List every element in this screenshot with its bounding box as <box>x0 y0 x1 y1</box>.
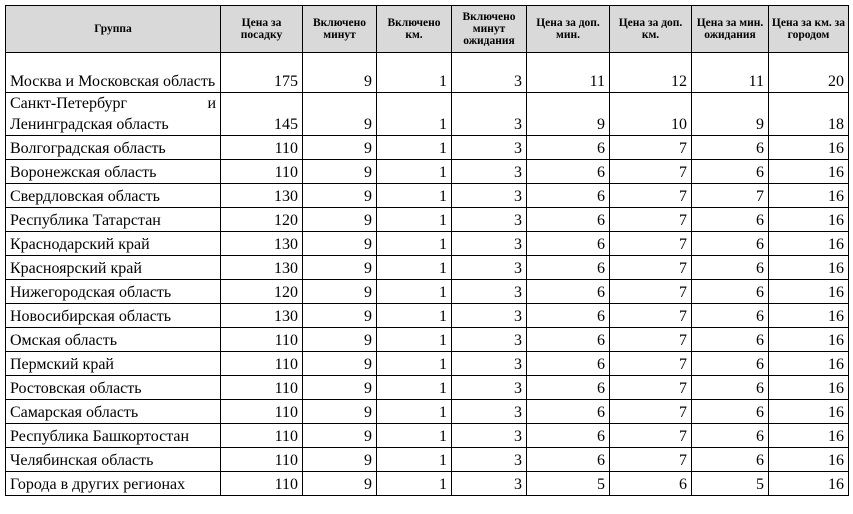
extra-km-price-cell: 7 <box>610 280 692 304</box>
group-name-cell: Самарская область <box>6 400 221 424</box>
group-name-cell: Челябинская область <box>6 448 221 472</box>
extra-minute-price-cell: 6 <box>527 184 610 208</box>
out-of-town-km-price-cell: 16 <box>769 376 849 400</box>
extra-minute-price-cell: 6 <box>527 304 610 328</box>
table-row <box>6 232 849 256</box>
table-row <box>6 448 849 472</box>
wait-minute-price-cell: 6 <box>692 208 769 232</box>
boarding-price-cell: 130 <box>221 184 303 208</box>
wait-minute-price-cell: 7 <box>692 184 769 208</box>
included-minutes-cell: 9 <box>303 328 377 352</box>
table-row <box>6 184 849 208</box>
included-wait-minutes-cell: 3 <box>452 280 527 304</box>
table-row <box>6 304 849 328</box>
boarding-price-cell: 110 <box>221 472 303 496</box>
included-km-cell: 1 <box>377 160 452 184</box>
boarding-price-cell: 145 <box>221 93 303 136</box>
included-km-cell: 1 <box>377 232 452 256</box>
extra-minute-price-cell: 6 <box>527 232 610 256</box>
table-row <box>6 53 849 93</box>
table-row <box>6 424 849 448</box>
included-wait-minutes-cell: 3 <box>452 256 527 280</box>
out-of-town-km-price-cell: 16 <box>769 208 849 232</box>
included-minutes-cell: 9 <box>303 472 377 496</box>
included-km-cell: 1 <box>377 472 452 496</box>
out-of-town-km-price-cell: 16 <box>769 256 849 280</box>
included-km-cell: 1 <box>377 93 452 136</box>
extra-km-price-cell: 7 <box>610 304 692 328</box>
wait-minute-price-cell: 9 <box>692 93 769 136</box>
included-km-cell: 1 <box>377 256 452 280</box>
included-minutes-cell: 9 <box>303 448 377 472</box>
wait-minute-price-cell: 6 <box>692 280 769 304</box>
wait-minute-price-cell: 5 <box>692 472 769 496</box>
wait-minute-price-cell: 6 <box>692 304 769 328</box>
included-km-cell: 1 <box>377 424 452 448</box>
included-minutes-cell: 9 <box>303 376 377 400</box>
wait-minute-price-cell: 6 <box>692 448 769 472</box>
included-km-cell: 1 <box>377 400 452 424</box>
table-row <box>6 136 849 160</box>
out-of-town-km-price-cell: 20 <box>769 53 849 93</box>
extra-km-price-cell: 7 <box>610 184 692 208</box>
included-minutes-cell: 9 <box>303 256 377 280</box>
wait-minute-price-cell: 6 <box>692 400 769 424</box>
included-wait-minutes-cell: 3 <box>452 304 527 328</box>
boarding-price-cell: 130 <box>221 232 303 256</box>
out-of-town-km-price-cell: 16 <box>769 448 849 472</box>
out-of-town-km-price-cell: 16 <box>769 400 849 424</box>
included-wait-minutes-cell: 3 <box>452 376 527 400</box>
column-header-extra-km-price: Цена за доп. км. <box>610 6 692 53</box>
included-minutes-cell: 9 <box>303 352 377 376</box>
extra-minute-price-cell: 9 <box>527 93 610 136</box>
table-row <box>6 352 849 376</box>
included-wait-minutes-cell: 3 <box>452 232 527 256</box>
group-name-cell: Пермский край <box>6 352 221 376</box>
boarding-price-cell: 110 <box>221 328 303 352</box>
extra-km-price-cell: 12 <box>610 53 692 93</box>
included-km-cell: 1 <box>377 304 452 328</box>
included-minutes-cell: 9 <box>303 304 377 328</box>
column-header-wait-minute-price: Цена за мин. ожидания <box>692 6 769 53</box>
extra-minute-price-cell: 6 <box>527 376 610 400</box>
group-name-cell: Омская область <box>6 328 221 352</box>
extra-minute-price-cell: 6 <box>527 400 610 424</box>
included-km-cell: 1 <box>377 184 452 208</box>
table-row <box>6 376 849 400</box>
table-row <box>6 472 849 496</box>
included-minutes-cell: 9 <box>303 53 377 93</box>
header-row <box>6 6 849 53</box>
column-header-included-minutes: Включено минут <box>303 6 377 53</box>
included-km-cell: 1 <box>377 328 452 352</box>
boarding-price-cell: 120 <box>221 280 303 304</box>
included-wait-minutes-cell: 3 <box>452 184 527 208</box>
extra-km-price-cell: 7 <box>610 256 692 280</box>
group-name-cell: Краснодарский край <box>6 232 221 256</box>
table-row <box>6 93 849 136</box>
wait-minute-price-cell: 6 <box>692 136 769 160</box>
out-of-town-km-price-cell: 16 <box>769 328 849 352</box>
included-wait-minutes-cell: 3 <box>452 352 527 376</box>
group-name-cell: Нижегородская область <box>6 280 221 304</box>
boarding-price-cell: 110 <box>221 448 303 472</box>
boarding-price-cell: 110 <box>221 160 303 184</box>
included-minutes-cell: 9 <box>303 136 377 160</box>
included-wait-minutes-cell: 3 <box>452 93 527 136</box>
extra-km-price-cell: 7 <box>610 424 692 448</box>
included-km-cell: 1 <box>377 53 452 93</box>
extra-minute-price-cell: 6 <box>527 448 610 472</box>
group-name-cell: Новосибирская область <box>6 304 221 328</box>
column-header-out-of-town-km-price: Цена за км. за городом <box>769 6 849 53</box>
table-row <box>6 400 849 424</box>
extra-minute-price-cell: 11 <box>527 53 610 93</box>
boarding-price-cell: 110 <box>221 352 303 376</box>
wait-minute-price-cell: 11 <box>692 53 769 93</box>
extra-km-price-cell: 7 <box>610 232 692 256</box>
included-km-cell: 1 <box>377 280 452 304</box>
column-header-included-wait-minutes: Включено минут ожидания <box>452 6 527 53</box>
out-of-town-km-price-cell: 16 <box>769 136 849 160</box>
included-km-cell: 1 <box>377 136 452 160</box>
extra-km-price-cell: 10 <box>610 93 692 136</box>
extra-minute-price-cell: 6 <box>527 256 610 280</box>
extra-km-price-cell: 7 <box>610 208 692 232</box>
out-of-town-km-price-cell: 18 <box>769 93 849 136</box>
group-name-cell: Свердловская область <box>6 184 221 208</box>
table-row <box>6 280 849 304</box>
included-wait-minutes-cell: 3 <box>452 160 527 184</box>
included-wait-minutes-cell: 3 <box>452 400 527 424</box>
group-name-cell: Города в других регионах <box>6 472 221 496</box>
boarding-price-cell: 110 <box>221 424 303 448</box>
extra-km-price-cell: 7 <box>610 328 692 352</box>
included-wait-minutes-cell: 3 <box>452 424 527 448</box>
included-km-cell: 1 <box>377 376 452 400</box>
included-minutes-cell: 9 <box>303 400 377 424</box>
included-wait-minutes-cell: 3 <box>452 448 527 472</box>
included-minutes-cell: 9 <box>303 208 377 232</box>
extra-km-price-cell: 7 <box>610 448 692 472</box>
group-name-cell: Воронежская область <box>6 160 221 184</box>
included-wait-minutes-cell: 3 <box>452 136 527 160</box>
group-name-cell: Республика Башкортостан <box>6 424 221 448</box>
included-minutes-cell: 9 <box>303 232 377 256</box>
out-of-town-km-price-cell: 16 <box>769 280 849 304</box>
extra-minute-price-cell: 6 <box>527 352 610 376</box>
included-km-cell: 1 <box>377 352 452 376</box>
out-of-town-km-price-cell: 16 <box>769 304 849 328</box>
included-km-cell: 1 <box>377 208 452 232</box>
extra-km-price-cell: 7 <box>610 376 692 400</box>
extra-minute-price-cell: 5 <box>527 472 610 496</box>
column-header-boarding-price: Цена за посадку <box>221 6 303 53</box>
wait-minute-price-cell: 6 <box>692 232 769 256</box>
wait-minute-price-cell: 6 <box>692 352 769 376</box>
table-row <box>6 160 849 184</box>
boarding-price-cell: 110 <box>221 400 303 424</box>
wait-minute-price-cell: 6 <box>692 376 769 400</box>
boarding-price-cell: 130 <box>221 256 303 280</box>
extra-minute-price-cell: 6 <box>527 328 610 352</box>
included-km-cell: 1 <box>377 448 452 472</box>
boarding-price-cell: 175 <box>221 53 303 93</box>
included-wait-minutes-cell: 3 <box>452 53 527 93</box>
extra-km-price-cell: 7 <box>610 400 692 424</box>
extra-km-price-cell: 7 <box>610 136 692 160</box>
out-of-town-km-price-cell: 16 <box>769 352 849 376</box>
wait-minute-price-cell: 6 <box>692 256 769 280</box>
out-of-town-km-price-cell: 16 <box>769 160 849 184</box>
tariff-table <box>5 5 849 496</box>
extra-km-price-cell: 7 <box>610 160 692 184</box>
wait-minute-price-cell: 6 <box>692 328 769 352</box>
table-row <box>6 256 849 280</box>
extra-km-price-cell: 6 <box>610 472 692 496</box>
out-of-town-km-price-cell: 16 <box>769 472 849 496</box>
boarding-price-cell: 110 <box>221 376 303 400</box>
included-minutes-cell: 9 <box>303 424 377 448</box>
table-row <box>6 208 849 232</box>
extra-minute-price-cell: 6 <box>527 424 610 448</box>
extra-km-price-cell: 7 <box>610 352 692 376</box>
table-body <box>6 53 849 496</box>
boarding-price-cell: 130 <box>221 304 303 328</box>
extra-minute-price-cell: 6 <box>527 208 610 232</box>
group-name-cell: Красноярский край <box>6 256 221 280</box>
column-header-group: Группа <box>6 6 221 53</box>
group-name-cell: Республика Татарстан <box>6 208 221 232</box>
extra-minute-price-cell: 6 <box>527 160 610 184</box>
extra-minute-price-cell: 6 <box>527 280 610 304</box>
included-minutes-cell: 9 <box>303 280 377 304</box>
group-name-cell: Санкт-Петербург и Ленинградская область <box>6 93 221 136</box>
column-header-included-km: Включено км. <box>377 6 452 53</box>
table-row <box>6 328 849 352</box>
boarding-price-cell: 110 <box>221 136 303 160</box>
wait-minute-price-cell: 6 <box>692 424 769 448</box>
extra-minute-price-cell: 6 <box>527 136 610 160</box>
group-name-cell: Волгоградская область <box>6 136 221 160</box>
included-minutes-cell: 9 <box>303 184 377 208</box>
group-name-cell: Москва и Московская область <box>6 53 221 93</box>
included-wait-minutes-cell: 3 <box>452 472 527 496</box>
included-wait-minutes-cell: 3 <box>452 208 527 232</box>
included-wait-minutes-cell: 3 <box>452 328 527 352</box>
out-of-town-km-price-cell: 16 <box>769 232 849 256</box>
included-minutes-cell: 9 <box>303 93 377 136</box>
column-header-extra-minute-price: Цена за доп. мин. <box>527 6 610 53</box>
out-of-town-km-price-cell: 16 <box>769 184 849 208</box>
group-name-cell: Ростовская область <box>6 376 221 400</box>
out-of-town-km-price-cell: 16 <box>769 424 849 448</box>
wait-minute-price-cell: 6 <box>692 160 769 184</box>
included-minutes-cell: 9 <box>303 160 377 184</box>
boarding-price-cell: 120 <box>221 208 303 232</box>
